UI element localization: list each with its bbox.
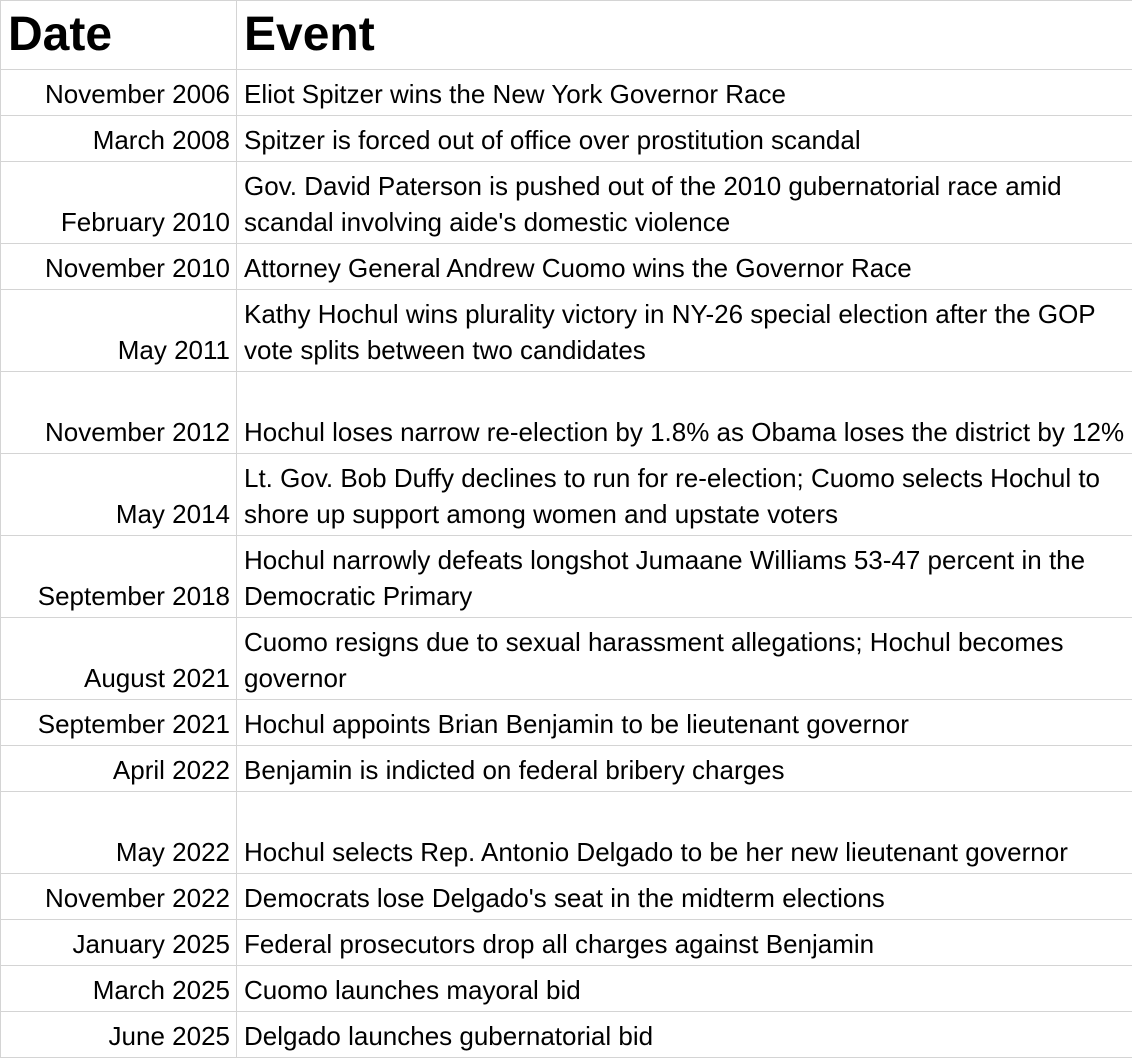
event-cell[interactable]: Gov. David Paterson is pushed out of the 2010 gubernatorial race amid scandal involving aide's domestic violence <box>237 162 1132 244</box>
table-row <box>1 700 1132 746</box>
table-row <box>1 162 1132 244</box>
date-cell[interactable]: September 2018 <box>1 536 237 618</box>
event-cell[interactable]: Lt. Gov. Bob Duffy declines to run for re-election; Cuomo selects Hochul to shore up support among women and upstate voters <box>237 454 1132 536</box>
event-cell[interactable]: Delgado launches gubernatorial bid <box>237 1012 1132 1058</box>
event-cell[interactable]: Kathy Hochul wins plurality victory in NY-26 special election after the GOP vote splits between two candidates <box>237 290 1132 372</box>
table-row <box>1 290 1132 372</box>
date-cell[interactable]: August 2021 <box>1 618 237 700</box>
date-cell[interactable]: May 2011 <box>1 290 237 372</box>
table-row <box>1 372 1132 454</box>
event-cell[interactable]: Spitzer is forced out of office over prostitution scandal <box>237 116 1132 162</box>
event-cell[interactable]: Cuomo launches mayoral bid <box>237 966 1132 1012</box>
table-row <box>1 746 1132 792</box>
event-cell[interactable]: Federal prosecutors drop all charges against Benjamin <box>237 920 1132 966</box>
date-cell[interactable]: March 2008 <box>1 116 237 162</box>
date-cell[interactable]: February 2010 <box>1 162 237 244</box>
date-cell[interactable]: November 2022 <box>1 874 237 920</box>
event-cell[interactable]: Benjamin is indicted on federal bribery charges <box>237 746 1132 792</box>
table-row <box>1 536 1132 618</box>
event-cell[interactable]: Democrats lose Delgado's seat in the midterm elections <box>237 874 1132 920</box>
table-row <box>1 70 1132 116</box>
table-row <box>1 792 1132 874</box>
date-cell[interactable]: September 2021 <box>1 700 237 746</box>
table-row <box>1 874 1132 920</box>
table-row <box>1 920 1132 966</box>
table-row <box>1 454 1132 536</box>
date-cell[interactable]: May 2022 <box>1 792 237 874</box>
date-cell[interactable]: November 2012 <box>1 372 237 454</box>
table-row <box>1 116 1132 162</box>
table-row <box>1 618 1132 700</box>
date-cell[interactable]: November 2010 <box>1 244 237 290</box>
date-cell[interactable]: January 2025 <box>1 920 237 966</box>
event-cell[interactable]: Hochul selects Rep. Antonio Delgado to be her new lieutenant governor <box>237 792 1132 874</box>
event-column-header[interactable]: Event <box>237 1 1132 70</box>
date-cell[interactable]: November 2006 <box>1 70 237 116</box>
event-cell[interactable]: Hochul appoints Brian Benjamin to be lieutenant governor <box>237 700 1132 746</box>
date-cell[interactable]: March 2025 <box>1 966 237 1012</box>
event-cell[interactable]: Attorney General Andrew Cuomo wins the Governor Race <box>237 244 1132 290</box>
table-row <box>1 1012 1132 1058</box>
date-cell[interactable]: June 2025 <box>1 1012 237 1058</box>
event-cell[interactable]: Eliot Spitzer wins the New York Governor Race <box>237 70 1132 116</box>
header-row <box>1 1 1132 70</box>
date-cell[interactable]: May 2014 <box>1 454 237 536</box>
event-cell[interactable]: Hochul loses narrow re-election by 1.8% as Obama loses the district by 12% <box>237 372 1132 454</box>
event-cell[interactable]: Cuomo resigns due to sexual harassment allegations; Hochul becomes governor <box>237 618 1132 700</box>
table-row <box>1 244 1132 290</box>
table-row <box>1 966 1132 1012</box>
date-column-header[interactable]: Date <box>1 1 237 70</box>
event-cell[interactable]: Hochul narrowly defeats longshot Jumaane Williams 53-47 percent in the Democratic Primary <box>237 536 1132 618</box>
date-cell[interactable]: April 2022 <box>1 746 237 792</box>
